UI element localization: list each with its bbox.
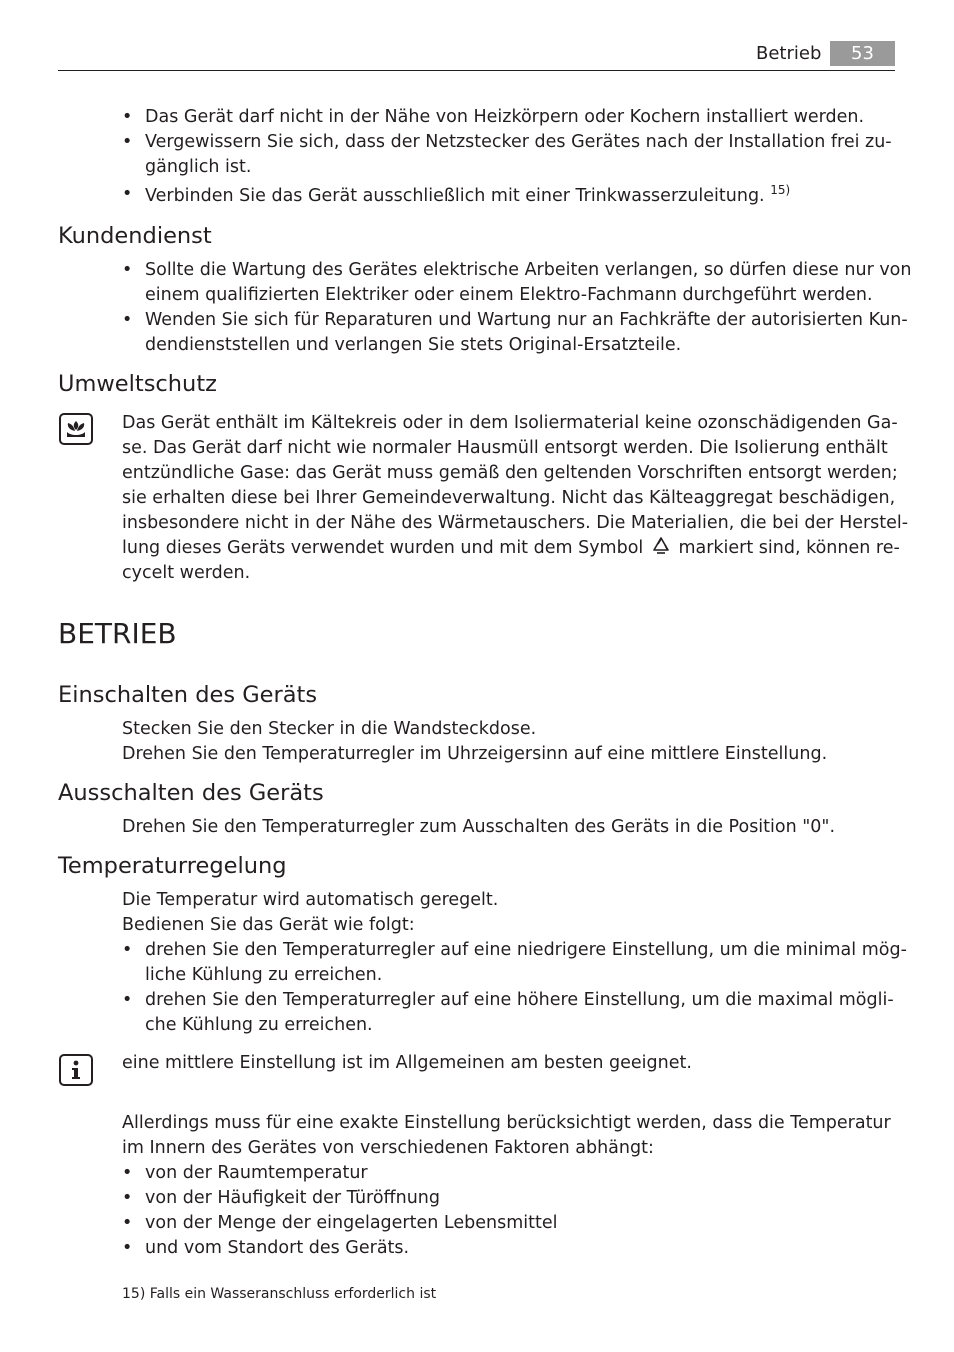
chapter-title: BETRIEB — [58, 617, 177, 650]
paragraph-line: Bedienen Sie das Gerät wie folgt: — [122, 915, 415, 935]
paragraph-line: insbesondere nicht in der Nähe des Wärmetauschers. Die Materialien, die bei der Herstel- — [122, 513, 909, 533]
paragraph-line: Allerdings muss für eine exakte Einstellung berücksichtigt werden, dass die Temperatur — [122, 1113, 891, 1133]
heading-kundendienst: Kundendienst — [58, 223, 212, 249]
list-item: Wenden Sie sich für Reparaturen und Wartung nur an Fachkräfte der autorisierten Kun- — [145, 310, 908, 330]
list-item: Das Gerät darf nicht in der Nähe von Heizkörpern oder Kochern installiert werden. — [145, 107, 865, 127]
paragraph-line: Stecken Sie den Stecker in die Wandsteckdose. — [122, 719, 537, 739]
list-item: von der Menge der eingelagerten Lebensmittel — [145, 1213, 558, 1233]
recycle-icon — [651, 536, 671, 564]
bullet-marker: • — [122, 1213, 133, 1233]
list-item-continuation: che Kühlung zu erreichen. — [145, 1015, 373, 1035]
paragraph-line: se. Das Gerät darf nicht wie normaler Hausmüll entsorgt werden. Die Isolierung enthält — [122, 438, 888, 458]
list-item: von der Häufigkeit der Türöffnung — [145, 1188, 440, 1208]
list-item: drehen Sie den Temperaturregler auf eine höhere Einstellung, um die maximal mögli- — [145, 990, 894, 1010]
footnote: 15) Falls ein Wasseranschluss erforderlich ist — [122, 1286, 437, 1302]
list-item-continuation: dendienststellen und verlangen Sie stets Original-Ersatzteile. — [145, 335, 682, 355]
heading-temperaturregelung: Temperaturregelung — [58, 853, 287, 879]
page-number: 53 — [830, 41, 895, 66]
header-rule — [58, 70, 895, 71]
bullet-marker: • — [122, 940, 133, 960]
paragraph-line: sie erhalten diese bei Ihrer Gemeindeverwaltung. Nicht das Kälteaggregat beschädigen, — [122, 488, 896, 508]
paragraph-line: Das Gerät enthält im Kältekreis oder in dem Isoliermaterial keine ozonschädigenden Ga- — [122, 413, 898, 433]
environment-icon — [59, 413, 93, 445]
paragraph-line: im Innern des Gerätes von verschiedenen Faktoren abhängt: — [122, 1138, 654, 1158]
bullet-marker: • — [122, 107, 133, 127]
paragraph-line: Drehen Sie den Temperaturregler zum Ausschalten des Geräts in die Position "0". — [122, 817, 836, 837]
list-item-continuation: einem qualifizierten Elektriker oder einem Elektro-Fachmann durchgeführt werden. — [145, 285, 873, 305]
bullet-marker: • — [122, 1163, 133, 1183]
bullet-marker: • — [122, 310, 133, 330]
list-item-continuation: liche Kühlung zu erreichen. — [145, 965, 383, 985]
list-item: Sollte die Wartung des Gerätes elektrische Arbeiten verlangen, so dürfen diese nur von — [145, 260, 912, 280]
info-icon — [59, 1054, 93, 1086]
heading-einschalten: Einschalten des Geräts — [58, 682, 318, 708]
bullet-marker: • — [122, 132, 133, 152]
bullet-marker: • — [122, 260, 133, 280]
paragraph-line: lung dieses Geräts verwendet wurden und mit dem Symbol markiert sind, können re- — [122, 536, 900, 564]
bullet-marker: • — [122, 1188, 133, 1208]
bullet-marker: • — [122, 184, 133, 204]
list-item-continuation: gänglich ist. — [145, 157, 252, 177]
info-note-text: eine mittlere Einstellung ist im Allgemeinen am besten geeignet. — [122, 1053, 692, 1073]
bullet-marker: • — [122, 1238, 133, 1258]
heading-umweltschutz: Umweltschutz — [58, 371, 217, 397]
paragraph-line: cycelt werden. — [122, 563, 251, 583]
paragraph-line: Drehen Sie den Temperaturregler im Uhrzeigersinn auf eine mittlere Einstellung. — [122, 744, 828, 764]
paragraph-line: entzündliche Gase: das Gerät muss gemäß den geltenden Vorschriften entsorgt werden; — [122, 463, 898, 483]
list-item: Verbinden Sie das Gerät ausschließlich mit einer Trinkwasserzuleitung. $^{15)}$ — [145, 183, 791, 206]
bullet-marker: • — [122, 990, 133, 1010]
list-item: drehen Sie den Temperaturregler auf eine niedrigere Einstellung, um die minimal mög- — [145, 940, 907, 960]
list-item: Vergewissern Sie sich, dass der Netzstecker des Gerätes nach der Installation frei zu- — [145, 132, 892, 152]
header-section-title: Betrieb — [756, 43, 822, 64]
footnote-reference: 15) — [770, 183, 791, 198]
list-item: von der Raumtemperatur — [145, 1163, 368, 1183]
paragraph-line: Die Temperatur wird automatisch geregelt. — [122, 890, 499, 910]
list-item: und vom Standort des Geräts. — [145, 1238, 410, 1258]
heading-ausschalten: Ausschalten des Geräts — [58, 780, 324, 806]
